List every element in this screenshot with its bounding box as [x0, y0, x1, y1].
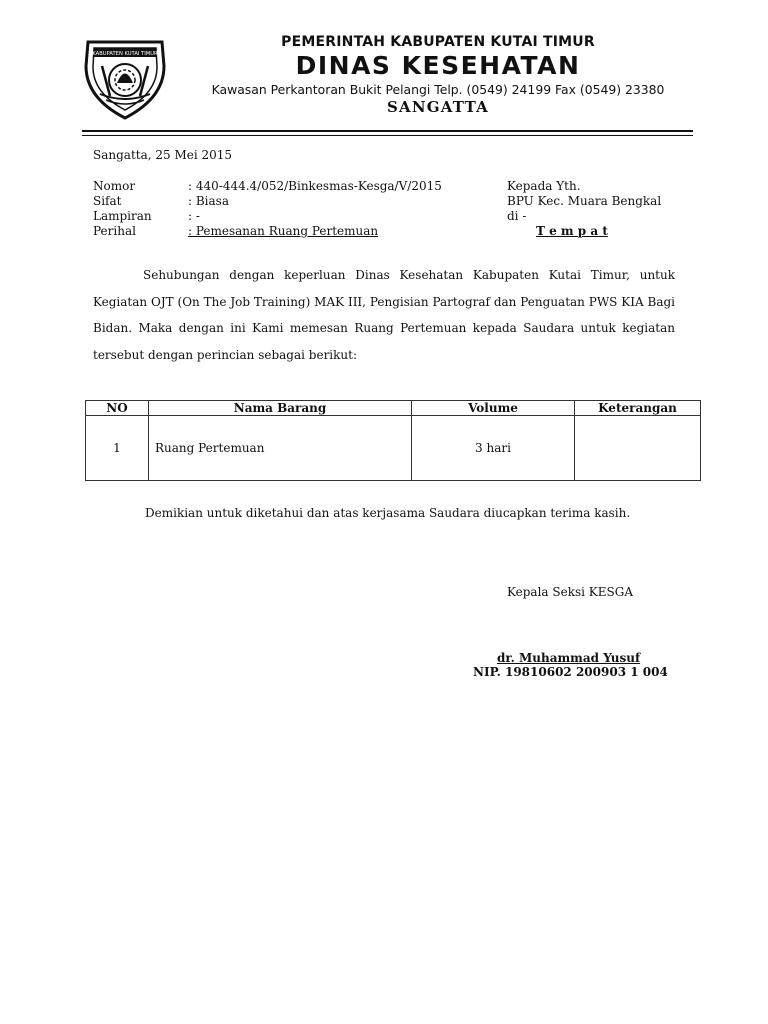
- agency-city: SANGATTA: [386, 98, 490, 116]
- meta-value-nomor: : 440-444.4/052/Binkesmas-Kesga/V/2015: [188, 179, 442, 193]
- letter-date: Sangatta, 25 Mei 2015: [93, 148, 233, 162]
- recipient-line-2: BPU Kec. Muara Bengkal: [507, 194, 662, 208]
- recipient-line-4: T e m p a t: [536, 224, 608, 238]
- closing-sentence: Demikian untuk diketahui dan atas kerjasama Saudara diucapkan terima kasih.: [145, 506, 631, 520]
- cell-volume: 3 hari: [412, 416, 575, 481]
- signature-title: Kepala Seksi KESGA: [507, 585, 633, 599]
- recipient-line-1: Kepada Yth.: [507, 179, 581, 193]
- meta-value-sifat: : Biasa: [188, 194, 229, 208]
- meta-value-lampiran: : -: [188, 209, 200, 223]
- recipient-line-3: di -: [507, 209, 527, 223]
- meta-value-perihal: : Pemesanan Ruang Pertemuan: [188, 224, 379, 238]
- cell-note: [575, 416, 701, 481]
- signature-name: dr. Muhammad Yusuf: [497, 651, 641, 665]
- regency-emblem: [80, 36, 170, 122]
- meta-label-perihal: Perihal: [93, 224, 136, 238]
- emblem-text: KABUPATEN KUTAI TIMUR: [92, 51, 158, 57]
- agency-name: DINAS KESEHATAN: [295, 51, 581, 80]
- header-item: Nama Barang: [149, 401, 412, 416]
- meta-label-lampiran: Lampiran: [93, 209, 152, 223]
- header-note: Keterangan: [575, 401, 701, 416]
- items-table: [85, 400, 701, 481]
- meta-label-sifat: Sifat: [93, 194, 122, 208]
- body-paragraph: Sehubungan dengan keperluan Dinas Kesehatan Kabupaten Kutai Timur, untuk Kegiatan OJT (On The Job Training) MAK III, Pengisian Partograf dan Penguatan PWS KIA Bagi Bidan. Maka dengan ini Kami memesan Ruang Pertemuan kepada Saudara untuk kegiatan tersebut dengan perincian sebagai berikut:: [93, 268, 675, 362]
- table-header-row: [86, 401, 701, 416]
- header-no: NO: [86, 401, 149, 416]
- letterhead-rule-thick: [82, 130, 693, 132]
- signature-nip: NIP. 19810602 200903 1 004: [473, 665, 668, 679]
- table-row: [86, 416, 701, 481]
- agency-address: Kawasan Perkantoran Bukit Pelangi Telp. (0549) 24199 Fax (0549) 23380: [211, 82, 665, 97]
- letterhead-rule-thin: [82, 135, 693, 136]
- cell-item: Ruang Pertemuan: [149, 416, 412, 481]
- meta-label-nomor: Nomor: [93, 179, 136, 193]
- cell-no: 1: [86, 416, 149, 481]
- header-volume: Volume: [412, 401, 575, 416]
- government-name: PEMERINTAH KABUPATEN KUTAI TIMUR: [281, 34, 595, 50]
